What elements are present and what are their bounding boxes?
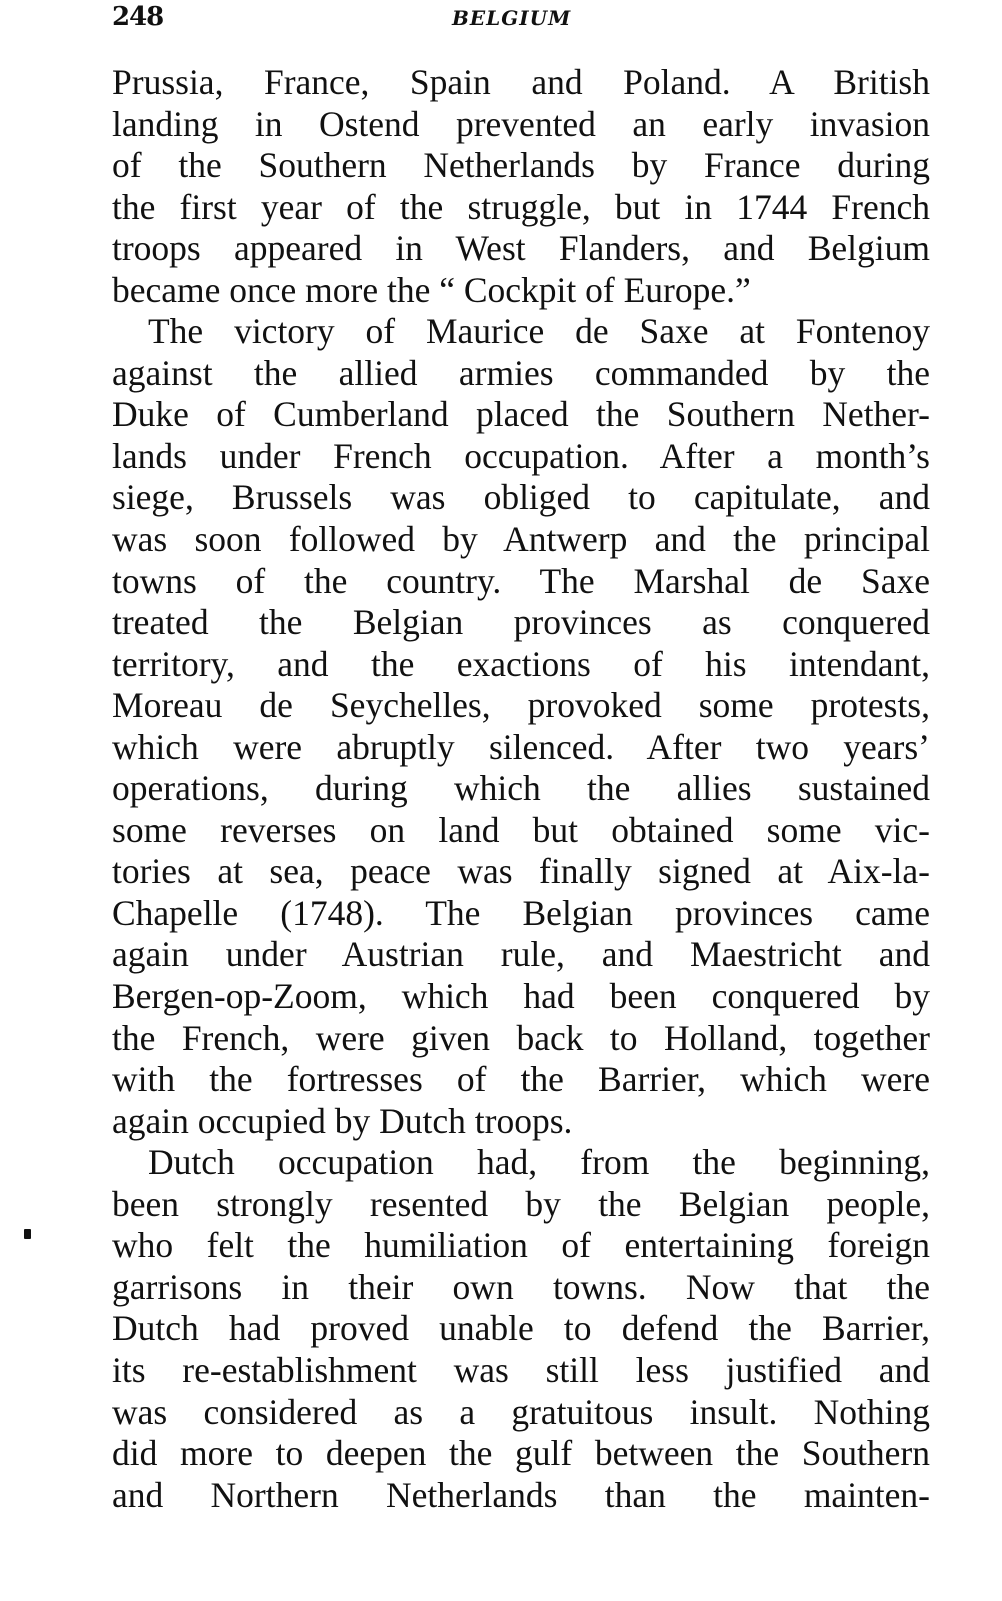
text-line: who felt the humiliation of entertaining foreign [112,1225,930,1266]
text-line: tories at sea, peace was finally signed at Aix-la- [112,851,930,892]
page-header [112,2,932,38]
text-line: been strongly resented by the Belgian people, [112,1183,930,1224]
text-line: Prussia, France, Spain and Poland. A British [112,62,930,102]
text-line: treated the Belgian provinces as conquered [112,602,930,643]
text-line: The victory of Maurice de Saxe at Fontenoy [148,311,930,352]
text-line: lands under French occupation. After a month’s [112,435,930,476]
text-line: Dutch occupation had, from the beginning, [148,1142,930,1183]
text-line: was considered as a gratuitous insult. Nothing [112,1391,930,1432]
paragraph-2 [112,311,930,1142]
margin-mark [24,1229,31,1239]
text-line: which were abruptly silenced. After two years’ [112,726,930,767]
text-line: again under Austrian rule, and Maestricht and [112,934,930,975]
text-line: Moreau de Seychelles, provoked some protests, [112,685,930,726]
text-line: did more to deepen the gulf between the Southern [112,1433,930,1474]
text-line: Bergen-op-Zoom, which had been conquered by [112,976,930,1017]
text-line: and Northern Netherlands than the mainten- [112,1474,930,1515]
page-number: 248 [112,2,164,32]
text-line: of the Southern Netherlands by France during [112,145,930,186]
text-line: became once more the “ Cockpit of Europe.” [112,269,751,310]
text-line: troops appeared in West Flanders, and Belgium [112,228,930,269]
text-line: operations, during which the allies sustained [112,768,930,809]
text-line: towns of the country. The Marshal de Saxe [112,560,930,601]
text-line: again occupied by Dutch troops. [112,1100,573,1141]
body-text [112,62,930,1516]
text-line: with the fortresses of the Barrier, which were [112,1059,930,1100]
text-line: the first year of the struggle, but in 1744 French [112,186,930,227]
text-line: the French, were given back to Holland, together [112,1017,930,1058]
text-line: Duke of Cumberland placed the Southern Nether- [112,394,930,435]
running-head: BELGIUM [452,6,572,30]
paragraph-3 [112,1142,930,1516]
text-line: territory, and the exactions of his intendant, [112,643,930,684]
text-line: landing in Ostend prevented an early invasion [112,103,930,144]
text-line: against the allied armies commanded by the [112,352,930,393]
text-line: was soon followed by Antwerp and the principal [112,519,930,560]
text-line: some reverses on land but obtained some vic- [112,809,930,850]
text-line: Dutch had proved unable to defend the Barrier, [112,1308,930,1349]
text-line: siege, Brussels was obliged to capitulate, and [112,477,930,518]
text-line: Chapelle (1748). The Belgian provinces came [112,892,930,933]
paragraph-1 [112,62,930,311]
text-line: garrisons in their own towns. Now that the [112,1266,930,1307]
text-line: its re-establishment was still less justified and [112,1349,930,1390]
